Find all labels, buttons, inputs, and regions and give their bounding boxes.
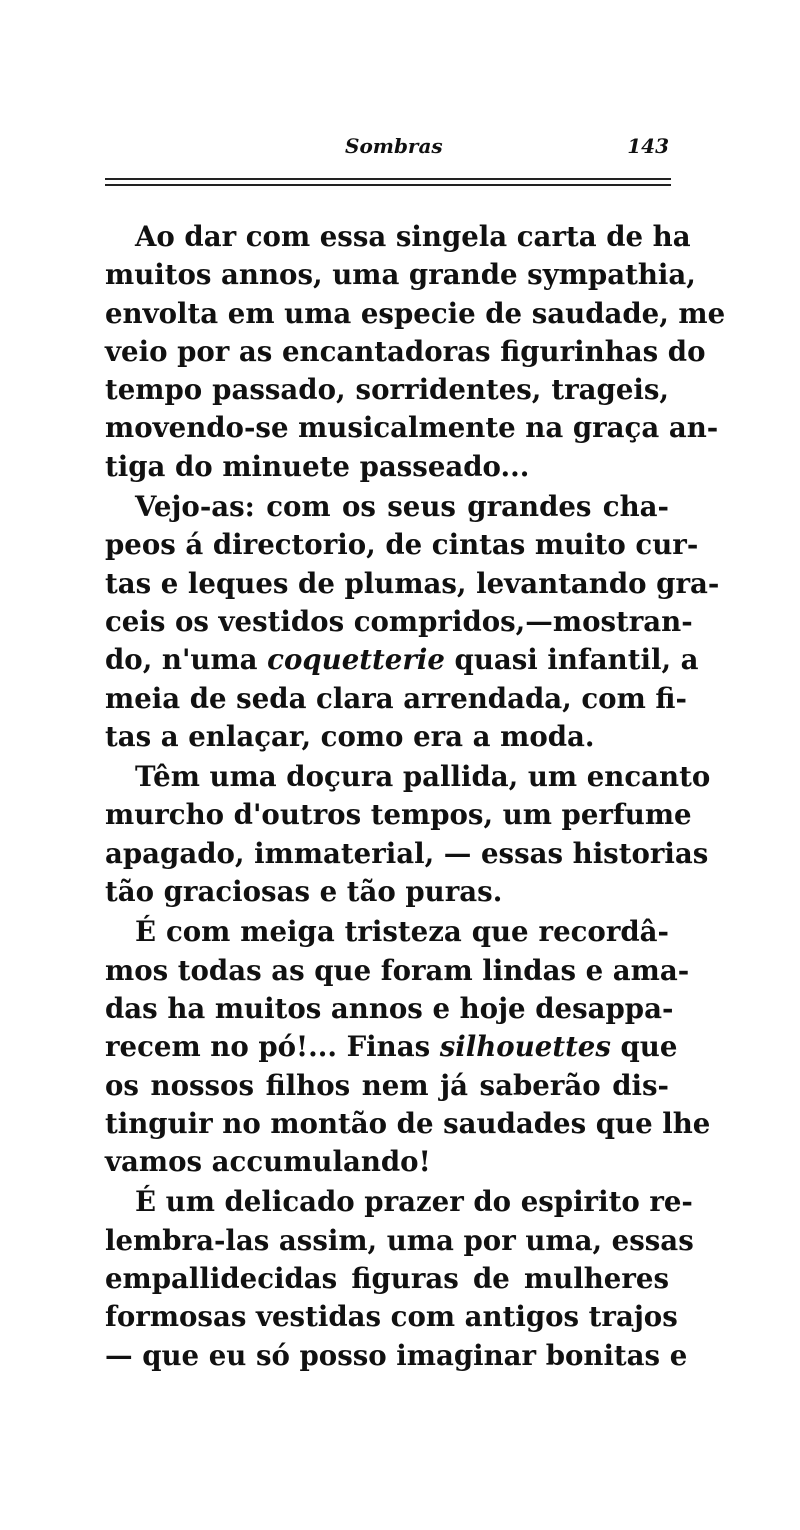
italic-word: silhouettes [439, 1030, 611, 1064]
text-line: tas a enlaçar, como era a moda. [105, 719, 595, 753]
text-line: tas e leques de plumas, levantando gra- [105, 566, 720, 600]
paragraph-5 [105, 1183, 694, 1374]
text-line: Vejo-as: com os seus grandes cha- [135, 490, 669, 524]
text-line: vamos accumulando! [105, 1145, 431, 1179]
italic-word: coquetterie [267, 643, 445, 677]
text-line: empallidecidas figuras de mulheres [105, 1262, 669, 1296]
text-line [105, 641, 699, 679]
text-line: peos á directorio, de cintas muito cur- [105, 528, 699, 562]
text-line: É um delicado prazer do espirito re- [135, 1185, 693, 1219]
page-number: 143 [627, 134, 669, 158]
text-line: meia de seda clara arrendada, com fi- [105, 681, 687, 715]
header-rule-top [105, 178, 671, 180]
text-line: ceis os vestidos compridos,—mostran- [105, 604, 693, 638]
paragraph-3 [105, 758, 711, 911]
text-line: murcho d'outros tempos, um perfume [105, 798, 692, 832]
text-line: tiga do minuete passeado... [105, 449, 530, 483]
text-line: tinguir no montão de saudades que lhe [105, 1106, 711, 1140]
running-head [105, 134, 671, 164]
paragraph-4 [105, 913, 711, 1181]
text-line: tempo passado, sorridentes, trageis, [105, 373, 669, 407]
text-segment: que [610, 1030, 678, 1064]
text-line: veio por as encantadoras figurinhas do [105, 334, 706, 368]
text-line: muitos annos, uma grande sympathia, [105, 258, 696, 292]
text-line: Ao dar com essa singela carta de ha [135, 220, 691, 253]
text-line: — que eu só posso imaginar bonitas e [105, 1338, 688, 1372]
header-rule-bottom [105, 184, 671, 186]
text-line: É com meiga tristeza que recordâ- [135, 915, 669, 949]
body-text [105, 218, 726, 1375]
text-segment: do, n'uma [105, 643, 268, 677]
running-title: Sombras [345, 134, 443, 158]
paragraph-2 [105, 488, 720, 756]
text-line: apagado, immaterial, — essas historias [105, 836, 709, 870]
text-line: das ha muitos annos e hoje desappa- [105, 991, 674, 1025]
text-line: envolta em uma especie de saudade, me [105, 296, 726, 330]
text-segment: recem no pó!... Finas [105, 1030, 440, 1064]
text-line: os nossos filhos nem já saberão dis- [105, 1068, 669, 1102]
text-line: tão graciosas e tão puras. [105, 875, 503, 909]
text-line: Têm uma doçura pallida, um encanto [135, 760, 711, 794]
paragraph-1 [105, 218, 726, 486]
text-line [105, 1028, 678, 1066]
text-line: lembra-las assim, uma por uma, essas [105, 1223, 694, 1257]
text-line: movendo-se musicalmente na graça an- [105, 411, 719, 445]
text-segment: quasi infantil, a [444, 643, 699, 677]
text-line: mos todas as que foram lindas e ama- [105, 953, 690, 987]
text-line: formosas vestidas com antigos trajos [105, 1300, 678, 1334]
